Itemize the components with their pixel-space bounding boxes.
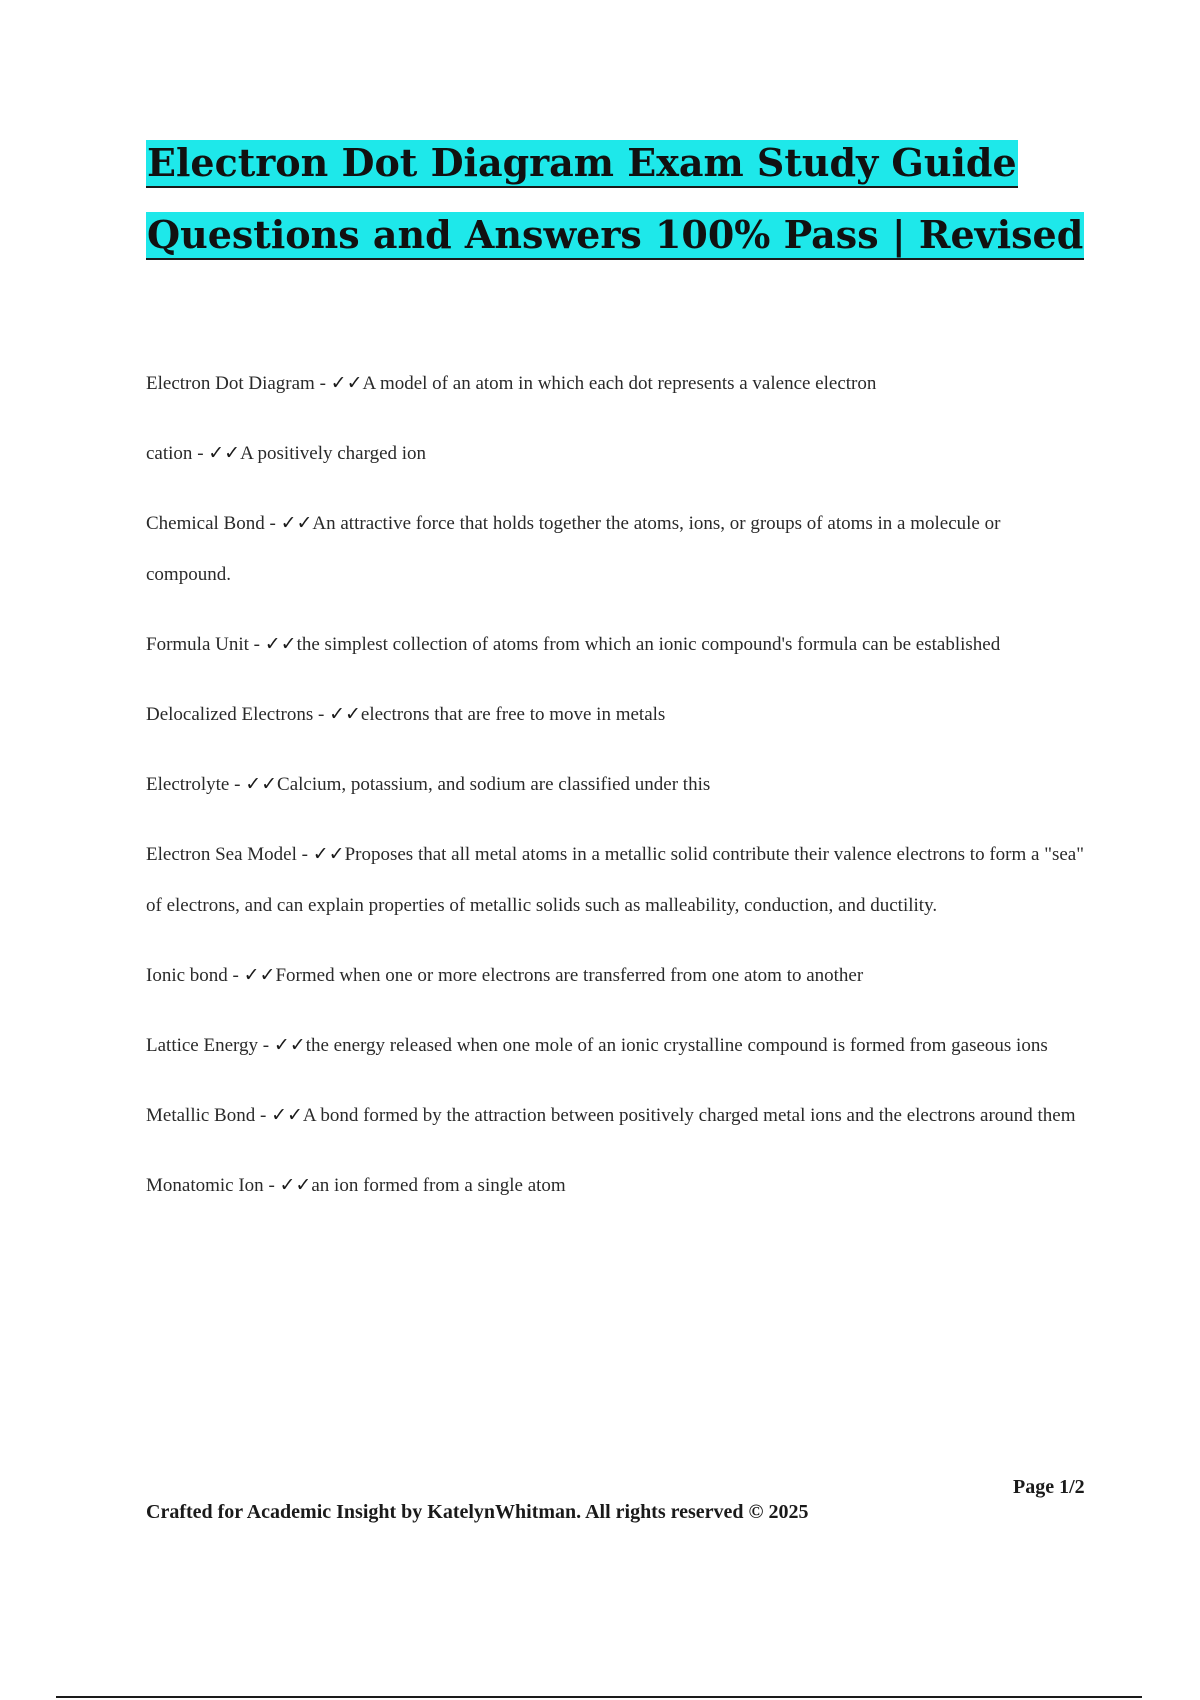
title-line-1: Electron Dot Diagram Exam Study Guide <box>146 140 1018 188</box>
list-item <box>146 1160 1086 1211</box>
double-check-icon: ✓✓ <box>279 1174 312 1196</box>
entry-definition: A positively charged ion <box>240 443 427 464</box>
double-check-icon: ✓✓ <box>280 512 313 534</box>
list-item <box>146 498 1086 600</box>
double-check-icon: ✓✓ <box>245 773 278 795</box>
double-check-icon: ✓✓ <box>271 1104 303 1126</box>
entry-separator: - <box>192 443 209 464</box>
list-item <box>146 759 1086 810</box>
page-bottom-divider <box>56 1696 1142 1698</box>
entry-definition: the energy released when one mole of an ionic crystalline compound is formed from gaseous ions <box>305 1035 1048 1056</box>
double-check-icon: ✓✓ <box>264 633 297 655</box>
flashcard-list <box>146 358 1086 1230</box>
entry-separator: - <box>248 634 265 655</box>
entry-separator: - <box>263 1175 280 1196</box>
entry-term: Electron Sea Model <box>146 844 297 865</box>
list-item <box>146 1090 1086 1141</box>
list-item <box>146 689 1086 740</box>
entry-term: cation <box>146 443 193 464</box>
document-title <box>146 140 1106 260</box>
entry-separator: - <box>264 513 281 534</box>
footer-credit: Crafted for Academic Insight by KatelynWhitman. All rights reserved © 2025 <box>146 1501 809 1523</box>
entry-term: Chemical Bond <box>146 513 265 534</box>
entry-separator: - <box>229 774 246 795</box>
entry-definition: electrons that are free to move in metals <box>360 704 666 725</box>
entry-separator: - <box>314 373 331 394</box>
entry-term: Electron Dot Diagram <box>146 373 315 394</box>
entry-definition: Formed when one or more electrons are transferred from one atom to another <box>275 965 864 986</box>
entry-term: Formula Unit <box>146 634 249 655</box>
list-item <box>146 950 1086 1001</box>
entry-term: Lattice Energy <box>146 1035 259 1056</box>
entry-definition: Calcium, potassium, and sodium are classified under this <box>277 774 711 795</box>
entry-term: Delocalized Electrons <box>146 704 314 725</box>
entry-separator: - <box>255 1105 272 1126</box>
title-line-2: Questions and Answers 100% Pass | Revised <box>146 212 1084 260</box>
entry-separator: - <box>258 1035 274 1056</box>
double-check-icon: ✓✓ <box>312 843 345 865</box>
list-item <box>146 358 1086 409</box>
entry-definition: An attractive force that holds together the atoms, ions, or groups of atoms in a molecule or compound. <box>146 513 1001 585</box>
entry-term: Electrolyte <box>146 774 230 795</box>
double-check-icon: ✓✓ <box>243 964 276 986</box>
list-item <box>146 1020 1086 1071</box>
entry-separator: - <box>313 704 330 725</box>
list-item <box>146 619 1086 670</box>
entry-definition: the simplest collection of atoms from which an ionic compound's formula can be established <box>296 634 1001 655</box>
entry-term: Ionic bond <box>146 965 228 986</box>
entry-separator: - <box>296 844 313 865</box>
double-check-icon: ✓✓ <box>273 1034 306 1056</box>
double-check-icon: ✓✓ <box>329 703 361 725</box>
double-check-icon: ✓✓ <box>208 442 241 464</box>
double-check-icon: ✓✓ <box>330 372 363 394</box>
entry-definition: Proposes that all metal atoms in a metallic solid contribute their valence electrons to form a "sea" of electrons, and can explain properties of metallic solids such as malleability, conduction, and ductility. <box>146 844 1084 916</box>
list-item <box>146 428 1086 479</box>
entry-definition: A bond formed by the attraction between positively charged metal ions and the electrons around them <box>302 1105 1076 1126</box>
entry-definition: A model of an atom in which each dot represents a valence electron <box>362 373 877 394</box>
entry-definition: an ion formed from a single atom <box>311 1175 566 1196</box>
entry-separator: - <box>227 965 244 986</box>
list-item <box>146 829 1086 931</box>
entry-term: Metallic Bond <box>146 1105 256 1126</box>
page-number: Page 1/2 <box>1013 1476 1085 1498</box>
entry-term: Monatomic Ion <box>146 1175 264 1196</box>
